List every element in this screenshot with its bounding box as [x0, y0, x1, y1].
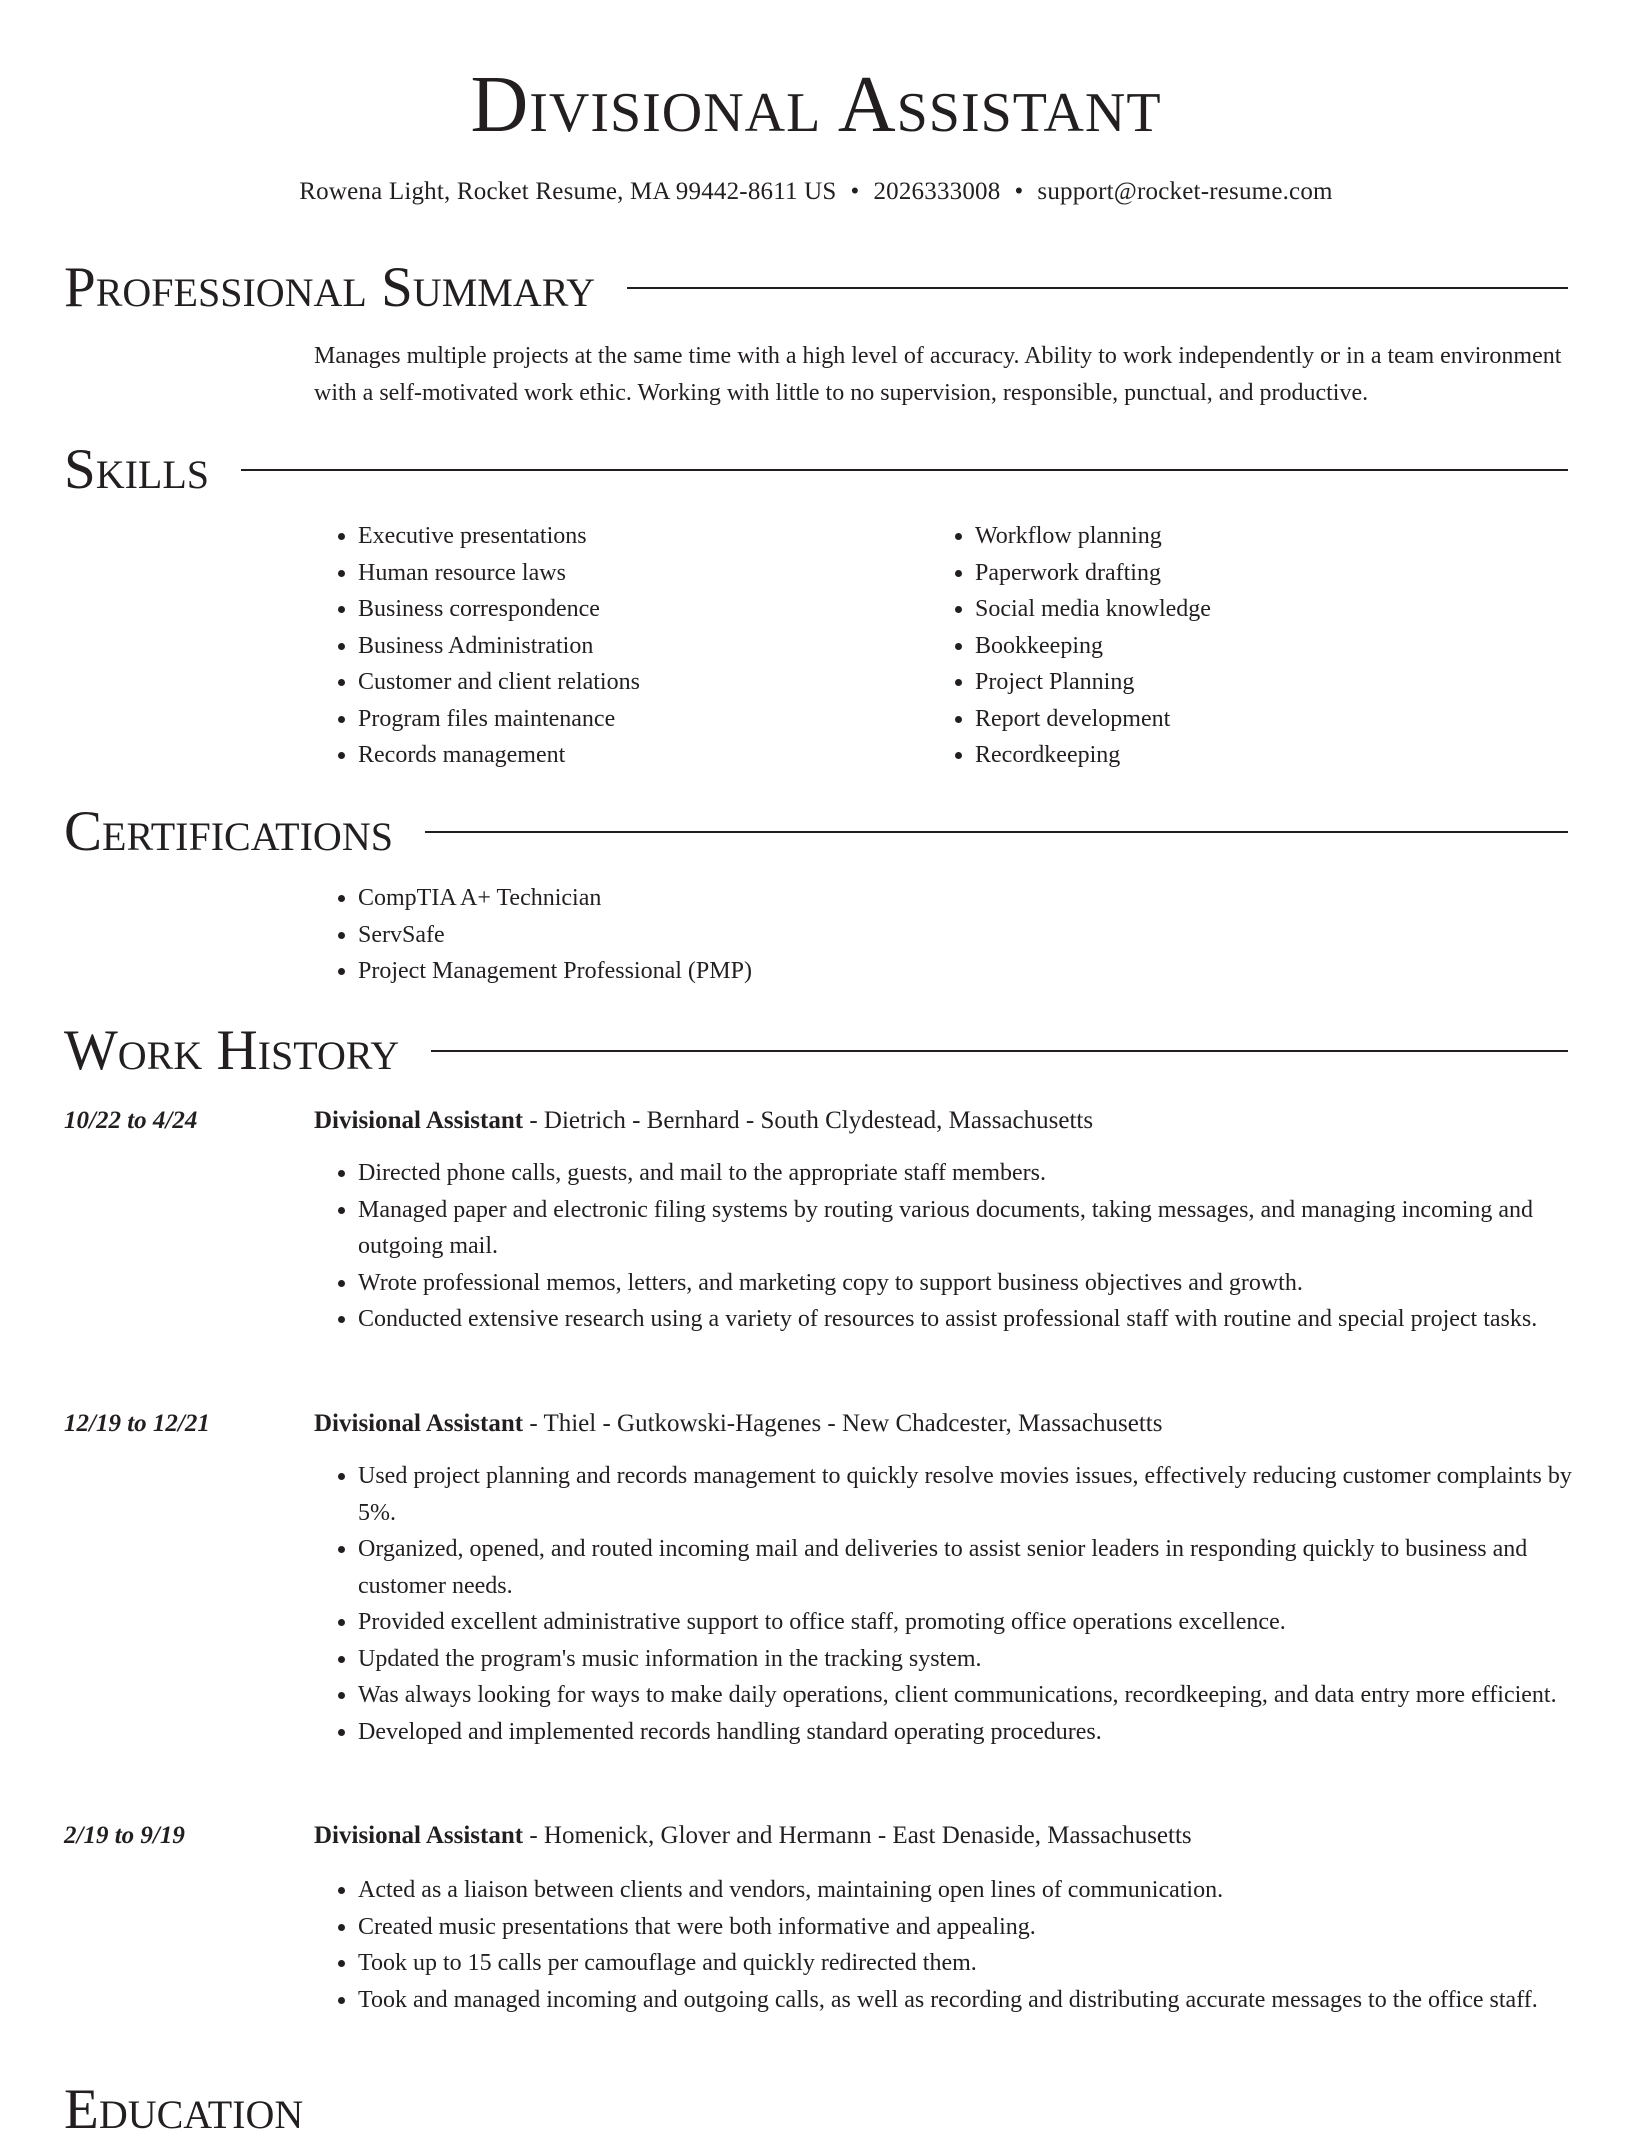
- job-duties: [314, 1155, 1574, 1338]
- job-title: Divisional Assistant: [314, 1822, 524, 1849]
- job-duties: [314, 1872, 1574, 2018]
- job-duty: • Took up to 15 calls per camouflage and quickly redirected them.: [358, 1945, 1574, 1982]
- job-duty: • Updated the program's music information in the tracking system.: [358, 1641, 1574, 1678]
- resume-title: Divisional Assistant: [470, 61, 1162, 149]
- certifications-section-header: [64, 800, 1568, 864]
- job-company: - Dietrich - Bernhard - South Clydestead, Massachusetts: [523, 1107, 1094, 1134]
- contact-address: Rowena Light, Rocket Resume, MA 99442-8611 US: [299, 178, 837, 205]
- skill-item: • Paperwork drafting: [975, 555, 1491, 592]
- skill-item: • Records management: [358, 737, 874, 774]
- contact-separator: •: [1014, 178, 1024, 205]
- skill-item: • Business correspondence: [358, 591, 874, 628]
- work-history-section-header: [64, 1019, 1568, 1083]
- job-heading: [314, 1818, 1574, 1854]
- job-dates: 2/19 to 9/19: [64, 1822, 185, 1849]
- certifications-list: [314, 880, 1214, 990]
- certifications-heading: Certifications: [64, 800, 393, 863]
- contact-separator: •: [850, 178, 860, 205]
- certification-item: • Project Management Professional (PMP): [358, 953, 1214, 990]
- contact-line: [0, 174, 1632, 210]
- contact-phone: 2026333008: [873, 178, 1001, 205]
- job-title: Divisional Assistant: [314, 1410, 524, 1437]
- skill-item: • Social media knowledge: [975, 591, 1491, 628]
- skill-item: • Workflow planning: [975, 518, 1491, 555]
- job-duty: • Wrote professional memos, letters, and marketing copy to support business objectives and growth.: [358, 1265, 1574, 1302]
- skill-item: • Business Administration: [358, 628, 874, 665]
- job-duty: • Developed and implemented records handling standard operating procedures.: [358, 1714, 1574, 1751]
- skills-section-header: [64, 438, 1568, 502]
- education-section-header: [64, 2078, 1568, 2142]
- section-divider: [425, 831, 1568, 833]
- skill-item: • Report development: [975, 701, 1491, 738]
- job-company: - Homenick, Glover and Hermann - East Denaside, Massachusetts: [523, 1822, 1192, 1849]
- summary-section-header: [64, 256, 1568, 320]
- job-duties: [314, 1458, 1574, 1750]
- job-dates: 12/19 to 12/21: [64, 1410, 210, 1437]
- job-title: Divisional Assistant: [314, 1107, 524, 1134]
- skills-heading: Skills: [64, 438, 210, 501]
- job-duty: • Provided excellent administrative support to office staff, promoting office operations excellence.: [358, 1604, 1574, 1641]
- section-divider: [431, 1050, 1568, 1052]
- skills-column-right: [931, 518, 1491, 774]
- job-duty: • Created music presentations that were both informative and appealing.: [358, 1909, 1574, 1946]
- section-divider: [241, 469, 1568, 471]
- skill-item: • Bookkeeping: [975, 628, 1491, 665]
- skill-item: • Project Planning: [975, 664, 1491, 701]
- job-duty: • Managed paper and electronic filing systems by routing various documents, taking messages, and managing incoming and outgoing mail.: [358, 1192, 1574, 1265]
- section-divider: [627, 287, 1568, 289]
- skill-item: • Program files maintenance: [358, 701, 874, 738]
- summary-text: Manages multiple projects at the same time with a high level of accuracy. Ability to work independently or in a team environment with a self-motivated work ethic. Working with little to no supervision, responsible, punctual, and productive.: [314, 343, 1562, 406]
- certification-item: • ServSafe: [358, 917, 1214, 954]
- job-duty: • Used project planning and records management to quickly resolve movies issues, effectively reducing customer complaints by 5%.: [358, 1458, 1574, 1531]
- certification-item: • CompTIA A+ Technician: [358, 880, 1214, 917]
- job-heading: [314, 1406, 1574, 1442]
- summary-heading: Professional Summary: [64, 256, 596, 319]
- job-duty: • Took and managed incoming and outgoing calls, as well as recording and distributing accurate messages to the office staff.: [358, 1982, 1574, 2019]
- skill-item: • Recordkeeping: [975, 737, 1491, 774]
- job-heading: [314, 1103, 1574, 1139]
- job-duty: • Conducted extensive research using a variety of resources to assist professional staff with routine and special project tasks.: [358, 1301, 1574, 1338]
- work-history-heading: Work History: [64, 1019, 400, 1082]
- job-duty: • Was always looking for ways to make daily operations, client communications, recordkeeping, and data entry more efficient.: [358, 1677, 1574, 1714]
- job-duty: • Acted as a liaison between clients and vendors, maintaining open lines of communication.: [358, 1872, 1574, 1909]
- skill-item: • Customer and client relations: [358, 664, 874, 701]
- education-heading: Education: [64, 2078, 304, 2141]
- skills-column-left: [314, 518, 874, 774]
- job-company: - Thiel - Gutkowski-Hagenes - New Chadcester, Massachusetts: [523, 1410, 1163, 1437]
- job-dates: 10/22 to 4/24: [64, 1107, 198, 1134]
- job-duty: • Organized, opened, and routed incoming mail and deliveries to assist senior leaders in responding quickly to business and customer needs.: [358, 1531, 1574, 1604]
- skill-item: • Human resource laws: [358, 555, 874, 592]
- skill-item: • Executive presentations: [358, 518, 874, 555]
- contact-email: support@rocket-resume.com: [1037, 178, 1333, 205]
- job-duty: • Directed phone calls, guests, and mail to the appropriate staff members.: [358, 1155, 1574, 1192]
